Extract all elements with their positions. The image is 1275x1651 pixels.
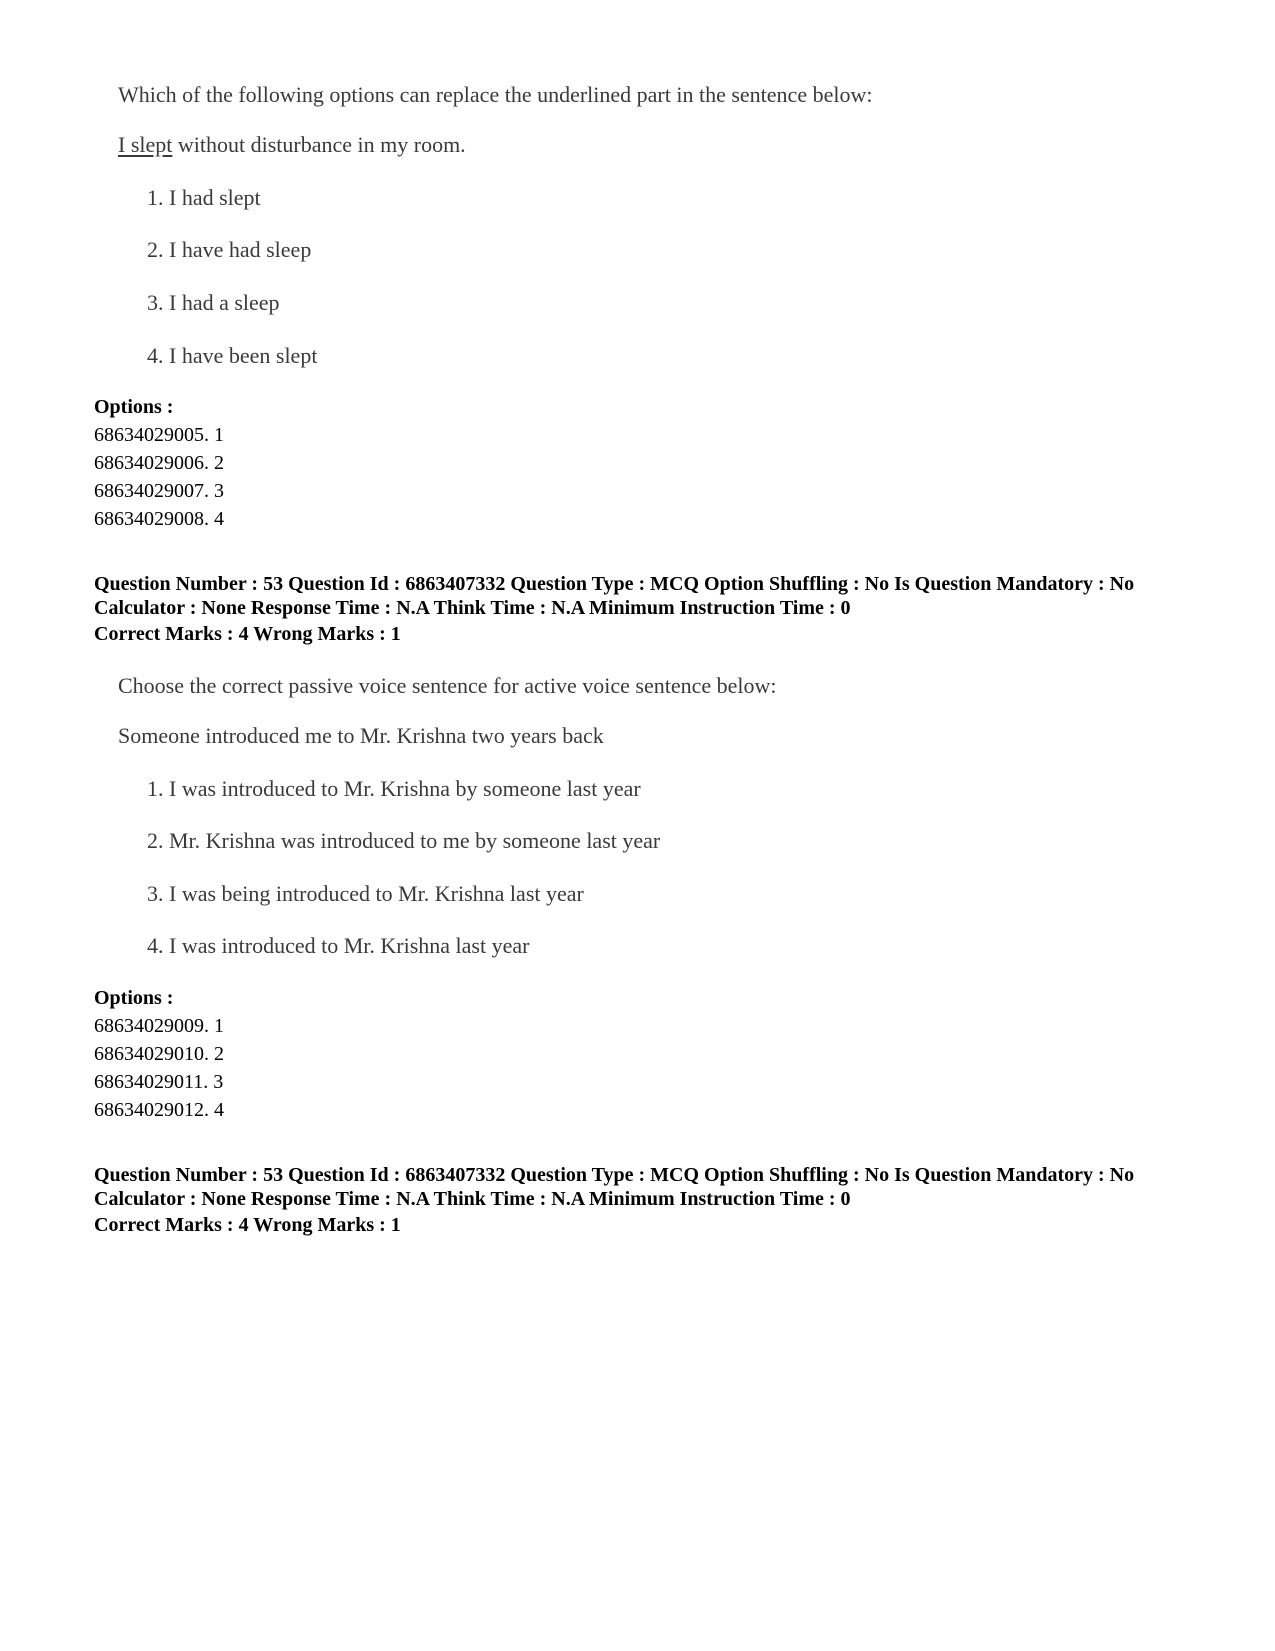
option-row: 68634029007. 3 — [94, 480, 224, 502]
question-marks: Correct Marks : 4 Wrong Marks : 1 — [94, 1214, 401, 1236]
option-row: 68634029011. 3 — [94, 1071, 224, 1093]
answer-choice: 2. I have had sleep — [147, 237, 312, 262]
option-row: 68634029012. 4 — [94, 1099, 224, 1121]
question-prompt: Choose the correct passive voice sentence for active voice sentence below: — [118, 673, 777, 698]
question-meta: Question Number : 53 Question Id : 6863407332 Question Type : MCQ Option Shuffling : No Is Question Mandatory : No Calculator : None Response Time : N.A Think Time : N.A Minimum Instruction Time : 0 — [94, 1164, 1135, 1210]
underlined-phrase: I slept — [118, 132, 173, 157]
sentence-rest: without disturbance in my room. — [172, 132, 466, 157]
option-row: 68634029006. 2 — [94, 452, 224, 474]
question-sentence — [118, 132, 466, 158]
question-meta: Question Number : 53 Question Id : 6863407332 Question Type : MCQ Option Shuffling : No Is Question Mandatory : No Calculator : None Response Time : N.A Think Time : N.A Minimum Instruction Time : 0 — [94, 573, 1135, 619]
answer-choice: 1. I had slept — [147, 185, 261, 210]
options-label: Options : — [94, 987, 174, 1009]
answer-choice: 1. I was introduced to Mr. Krishna by someone last year — [147, 776, 641, 801]
option-row: 68634029010. 2 — [94, 1043, 224, 1065]
answer-choice: 4. I was introduced to Mr. Krishna last year — [147, 933, 530, 958]
option-row: 68634029005. 1 — [94, 424, 224, 446]
question-prompt: Which of the following options can replace the underlined part in the sentence below: — [118, 82, 873, 107]
option-row: 68634029008. 4 — [94, 508, 224, 530]
options-label: Options : — [94, 396, 174, 418]
answer-choice: 3. I had a sleep — [147, 290, 280, 315]
answer-choice: 3. I was being introduced to Mr. Krishna last year — [147, 881, 584, 906]
question-marks: Correct Marks : 4 Wrong Marks : 1 — [94, 623, 401, 645]
answer-choice: 4. I have been slept — [147, 343, 318, 368]
question-sentence: Someone introduced me to Mr. Krishna two years back — [118, 723, 604, 748]
option-row: 68634029009. 1 — [94, 1015, 224, 1037]
answer-choice: 2. Mr. Krishna was introduced to me by someone last year — [147, 828, 661, 853]
